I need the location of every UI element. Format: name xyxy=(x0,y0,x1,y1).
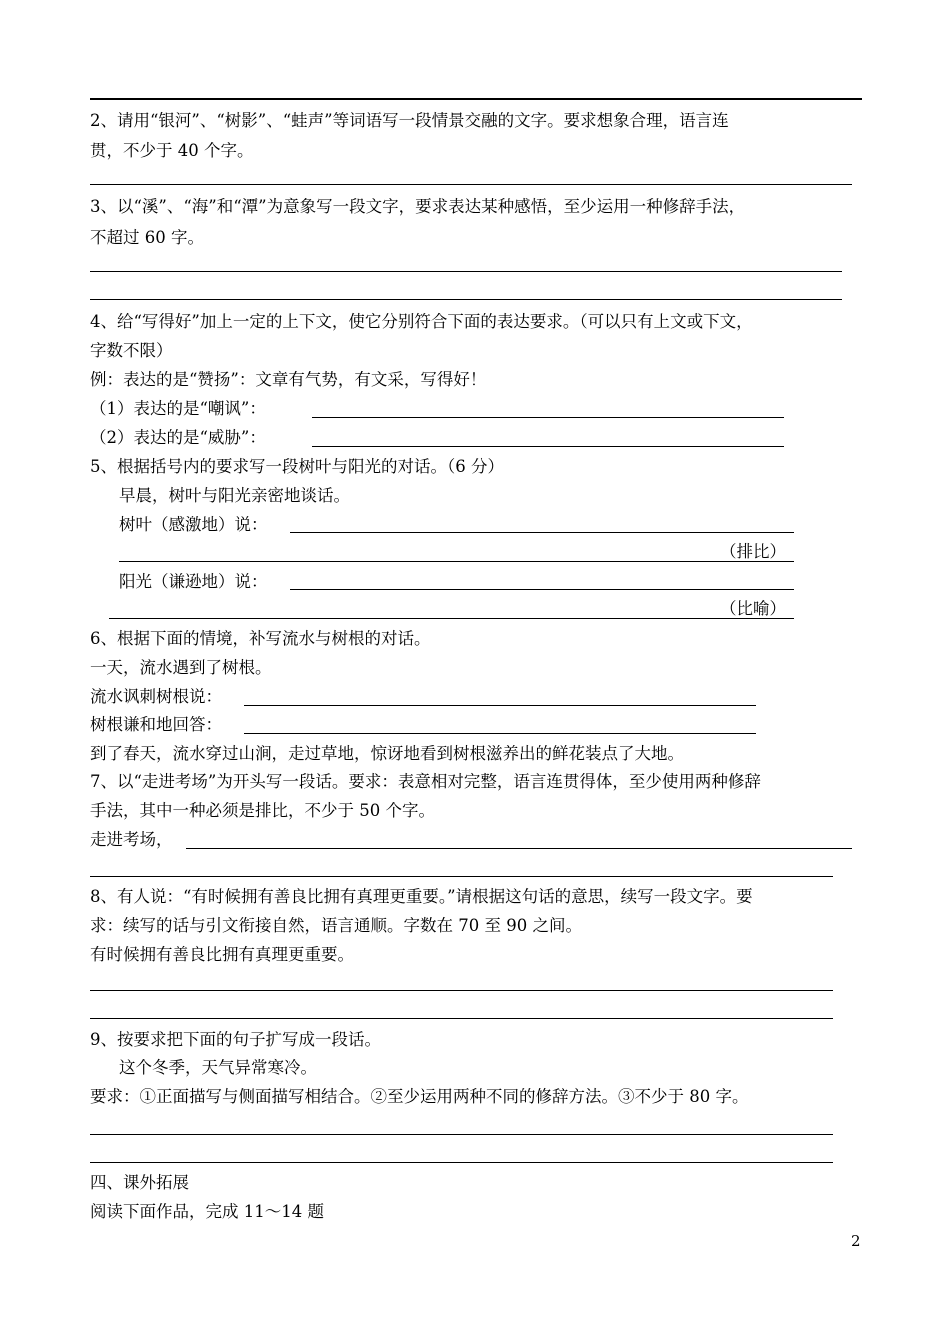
q8-line1: 8、有人说：“有时候拥有善良比拥有真理更重要。”请根据这句话的意思，续写一段文字。要 xyxy=(90,887,753,906)
q2-line1: 2、请用“银河”、“树影”、“蛙声”等词语写一段情景交融的文字。要求想象合理，语言连 xyxy=(90,111,729,130)
q6-ending: 到了春天，流水穿过山涧，走过草地，惊讶地看到树根滋养出的鲜花装点了大地。 xyxy=(90,744,684,763)
q5-leaf-blank-1[interactable] xyxy=(290,532,794,533)
q9-requirement: 要求：①正面描写与侧面描写相结合。②至少运用两种不同的修辞方法。③不少于 80 字。 xyxy=(90,1087,749,1106)
q5-intro: 早晨，树叶与阳光亲密地谈话。 xyxy=(119,486,350,505)
q9-line1: 9、按要求把下面的句子扩写成一段话。 xyxy=(90,1030,381,1049)
q5-sun-label: 阳光（谦逊地）说： xyxy=(119,572,268,591)
top-rule xyxy=(90,98,862,100)
q8-line2: 求：续写的话与引文衔接自然，语言通顺。字数在 70 至 90 之间。 xyxy=(90,916,582,935)
q5-sun-blank-2[interactable] xyxy=(109,618,794,619)
q8-line3: 有时候拥有善良比拥有真理更重要。 xyxy=(90,945,354,964)
q4-example: 例：表达的是“赞扬”：文章有气势，有文采，写得好！ xyxy=(90,370,487,389)
q9-blank-2[interactable] xyxy=(90,1162,833,1163)
q4-item-2-blank[interactable] xyxy=(312,446,784,447)
q5-sun-note: （比喻） xyxy=(720,599,786,618)
q9-sentence: 这个冬季，天气异常寒冷。 xyxy=(119,1058,317,1077)
q6-line1: 6、根据下面的情境，补写流水与树根的对话。 xyxy=(90,629,431,648)
q5-line1: 5、根据括号内的要求写一段树叶与阳光的对话。（6 分） xyxy=(90,457,504,476)
q7-line1: 7、以“走进考场”为开头写一段话。要求：表意相对完整，语言连贯得体，至少使用两种修辞 xyxy=(90,772,761,791)
q3-line1: 3、以“溪”、“海”和“潭”为意象写一段文字，要求表达某种感悟，至少运用一种修辞手法， xyxy=(90,197,746,216)
section4-instruction: 阅读下面作品，完成 11～14 题 xyxy=(90,1202,324,1221)
q8-blank-1[interactable] xyxy=(90,990,833,991)
q7-start: 走进考场， xyxy=(90,830,173,849)
q3-line2: 不超过 60 字。 xyxy=(90,228,204,247)
q4-item-1-blank[interactable] xyxy=(312,417,784,418)
q6-root-label: 树根谦和地回答： xyxy=(90,715,222,734)
q6-water-label: 流水讽刺树根说： xyxy=(90,687,222,706)
q4-line2: 字数不限） xyxy=(90,341,173,360)
q2-answer-line[interactable] xyxy=(90,184,852,185)
q5-leaf-note: （排比） xyxy=(720,542,786,561)
q5-leaf-label: 树叶（感激地）说： xyxy=(119,515,268,534)
q9-blank-1[interactable] xyxy=(90,1134,833,1135)
q6-context: 一天，流水遇到了树根。 xyxy=(90,658,272,677)
section4-title: 四、课外拓展 xyxy=(90,1173,189,1192)
q3-answer-line-2[interactable] xyxy=(90,299,842,300)
q6-water-blank[interactable] xyxy=(244,705,756,706)
q3-answer-line-1[interactable] xyxy=(90,271,842,272)
q5-leaf-blank-2[interactable] xyxy=(119,561,794,562)
q7-blank-1[interactable] xyxy=(186,848,852,849)
q4-line1: 4、给“写得好”加上一定的上下文，使它分别符合下面的表达要求。（可以只有上文或下文， xyxy=(90,312,753,331)
q7-blank-2[interactable] xyxy=(90,876,833,877)
q4-item-2-label: （2）表达的是“威胁”： xyxy=(90,428,266,447)
q5-sun-blank-1[interactable] xyxy=(290,589,794,590)
q7-line2: 手法，其中一种必须是排比，不少于 50 个字。 xyxy=(90,801,435,820)
q2-line2: 贯，不少于 40 个字。 xyxy=(90,141,254,160)
q8-blank-2[interactable] xyxy=(90,1018,833,1019)
page-number: 2 xyxy=(851,1232,861,1250)
q4-item-1-label: （1）表达的是“嘲讽”： xyxy=(90,399,266,418)
q6-root-blank[interactable] xyxy=(244,733,756,734)
